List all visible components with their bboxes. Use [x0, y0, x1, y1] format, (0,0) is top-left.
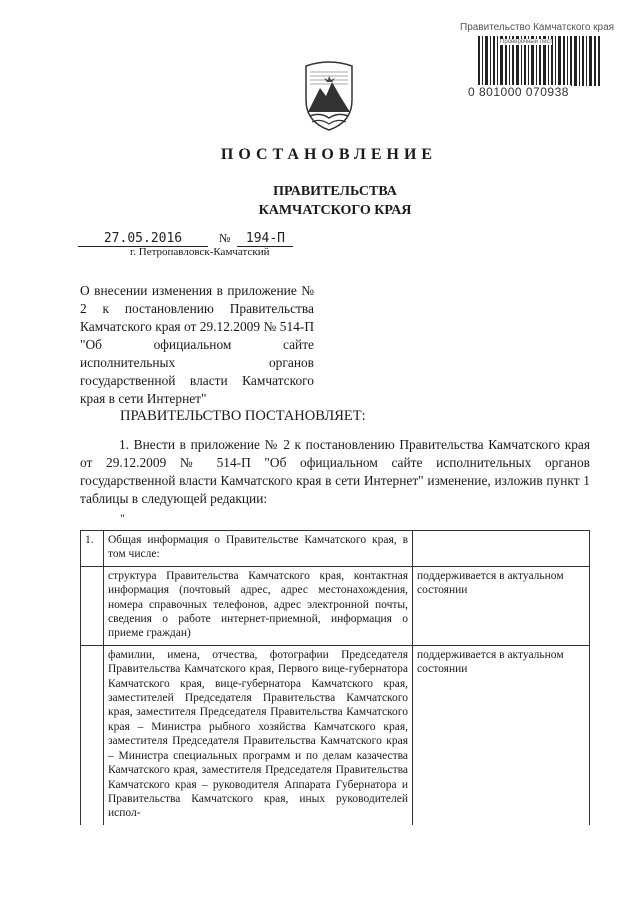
- document-date: 27.05.2016: [78, 231, 208, 247]
- issuing-authority: [0, 182, 640, 220]
- document-subject: О внесении изменения в приложение № 2 к постановлению Правительства Камчатского края от 29.12.2009 № 514-П "Об официальном сайте исполнительных органов государственной власти Камчатского края в сети Интернет": [80, 283, 314, 406]
- authority-line-2: КАМЧАТСКОГО КРАЯ: [258, 203, 412, 218]
- info-cell: Общая информация о Правительстве Камчатского края, в том числе:: [104, 531, 413, 567]
- status-cell: поддерживается в актуальном состоянии: [413, 645, 590, 824]
- stamp-title: Правительство Камчатского края: [460, 22, 615, 33]
- coat-of-arms-icon: [300, 56, 358, 132]
- row-number: 1.: [81, 531, 104, 567]
- barcode-caption: Проверочный лист: [500, 39, 553, 45]
- city: г. Петропавловск-Камчатский: [130, 246, 270, 258]
- barcode-number: 0 801000 070938: [468, 85, 569, 99]
- opening-quote: ": [120, 511, 125, 525]
- table-row: [81, 566, 590, 645]
- authority-line-1: ПРАВИТЕЛЬСТВА: [273, 184, 397, 199]
- row-number: [81, 645, 104, 824]
- document-type: ПОСТАНОВЛЕНИЕ: [220, 146, 438, 163]
- paragraph-1: 1. Внести в приложение № 2 к постановлению Правительства Камчатского края от 29.12.2009 № 514-П "Об официальном сайте исполнительных органов государственной власти Камчатского края в сети Интернет" изменение, изложив пункт 1 таблицы в следующей редакции:: [80, 437, 590, 506]
- table-row: [81, 645, 590, 824]
- date-number-line: [78, 231, 293, 247]
- status-cell: [413, 531, 590, 567]
- document-number: 194-П: [237, 231, 293, 247]
- info-cell: структура Правительства Камчатского края, контактная информация (почтовый адрес, адрес местонахождения, номера справочных телефонов, адрес электронной почты, сведения о работе интернет-приемной, информация о приеме граждан): [104, 566, 413, 645]
- row-number: [81, 566, 104, 645]
- number-sign: №: [219, 231, 231, 245]
- amendment-table: [80, 530, 590, 825]
- info-cell: фамилии, имена, отчества, фотографии Председателя Правительства Камчатского края, Первого вице-губернатора Камчатского края, вице-губернатора Камчатского края, заместителей Председателя Правительства Камчатского края, заместителя Председателя Правительства Камчатского края – Министра рыбного хозяйства Камчатского края, заместителя Председателя Правительства Камчатского края – Министра специальных программ и по делам казачества Камчатского края, заместителя Председателя Правительства Камчатского края – руководителя Аппарата Губернатора и Правительства Камчатского края, иных руководителей испол-: [104, 645, 413, 824]
- decree-heading: ПРАВИТЕЛЬСТВО ПОСТАНОВЛЯЕТ:: [120, 408, 366, 424]
- status-cell: поддерживается в актуальном состоянии: [413, 566, 590, 645]
- table-row: [81, 531, 590, 567]
